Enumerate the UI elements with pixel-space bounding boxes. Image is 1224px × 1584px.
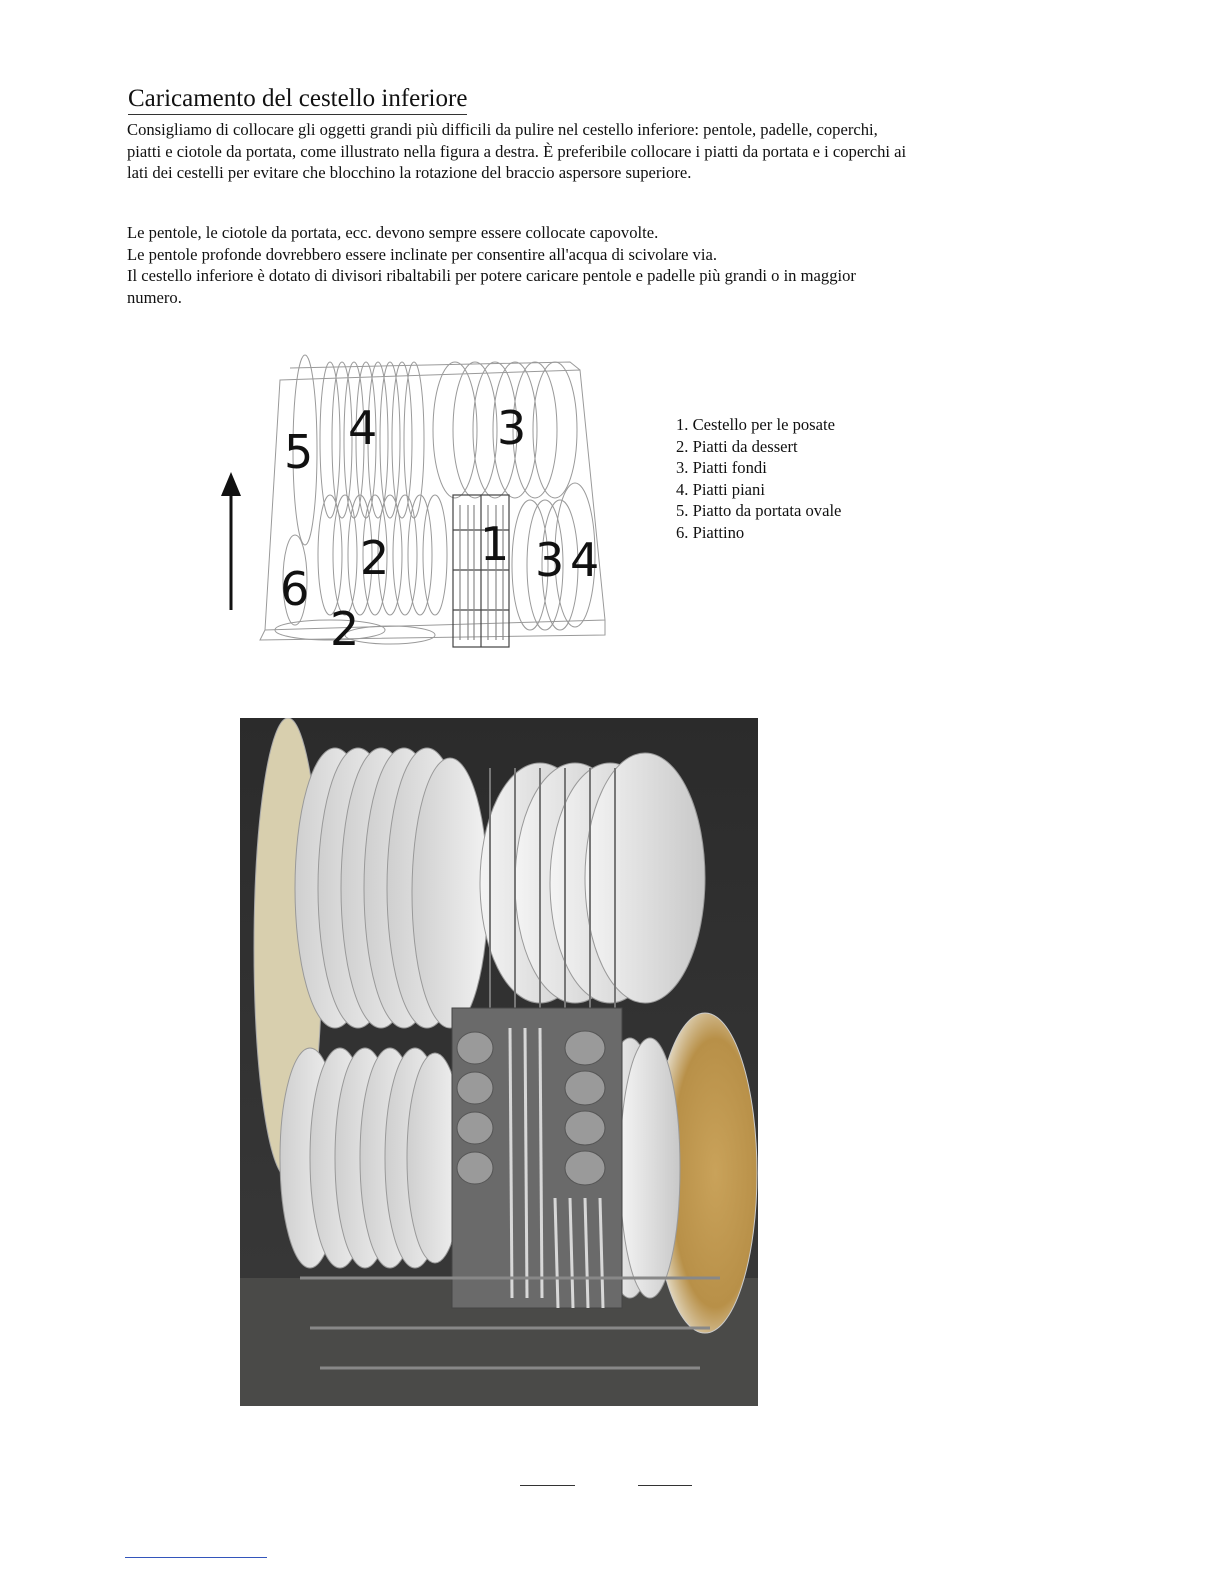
diagram-number: 5 xyxy=(284,425,314,479)
legend-item: 2. Piatti da dessert xyxy=(676,436,798,456)
page-title: Caricamento del cestello inferiore xyxy=(128,84,467,115)
footer-line xyxy=(638,1485,692,1486)
diagram-legend xyxy=(676,414,841,543)
diagram-number: 3 xyxy=(535,533,565,587)
lower-basket-diagram xyxy=(210,340,630,680)
cutlery-basket-photo xyxy=(452,1008,622,1308)
direction-arrow-icon xyxy=(221,472,241,610)
diagram-number: 2 xyxy=(330,602,360,656)
instructions-paragraph xyxy=(127,222,907,308)
diagram-number: 4 xyxy=(570,533,600,587)
footnote-separator xyxy=(125,1557,267,1558)
instruction-line: Le pentole, le ciotole da portata, ecc. devono sempre essere collocate capovolte. xyxy=(127,223,659,242)
diagram-number: 6 xyxy=(280,562,310,616)
diagram-number: 1 xyxy=(480,517,510,571)
intro-paragraph: Consigliamo di collocare gli oggetti grandi più difficili da pulire nel cestello inferiore: pentole, padelle, coperchi, piatti e ciotole da portata, come illustrato nella figura a destra. È preferibile collocare i piatti da portata e i coperchi ai lati dei cestelli per evitare che blocchino la rotazione del braccio aspersore superiore. xyxy=(127,120,907,182)
legend-item: 3. Piatti fondi xyxy=(676,458,767,477)
legend-item: 5. Piatto da portata ovale xyxy=(676,501,842,520)
diagram-number: 3 xyxy=(497,401,527,455)
instruction-line: Il cestello inferiore è dotato di divisori ribaltabili per potere caricare pentole e padelle più grandi o in maggior numero. xyxy=(127,266,856,307)
diagram-number: 2 xyxy=(360,531,390,585)
legend-item: 1. Cestello per le posate xyxy=(676,415,835,434)
loaded-basket-photo xyxy=(240,718,758,1406)
legend-item: 6. Piattino xyxy=(676,522,745,542)
diagram-number: 4 xyxy=(348,401,378,455)
footer-line xyxy=(520,1485,575,1486)
legend-item: 4. Piatti piani xyxy=(676,479,765,499)
instruction-line: Le pentole profonde dovrebbero essere inclinate per consentire all'acqua di scivolare via. xyxy=(127,244,717,264)
